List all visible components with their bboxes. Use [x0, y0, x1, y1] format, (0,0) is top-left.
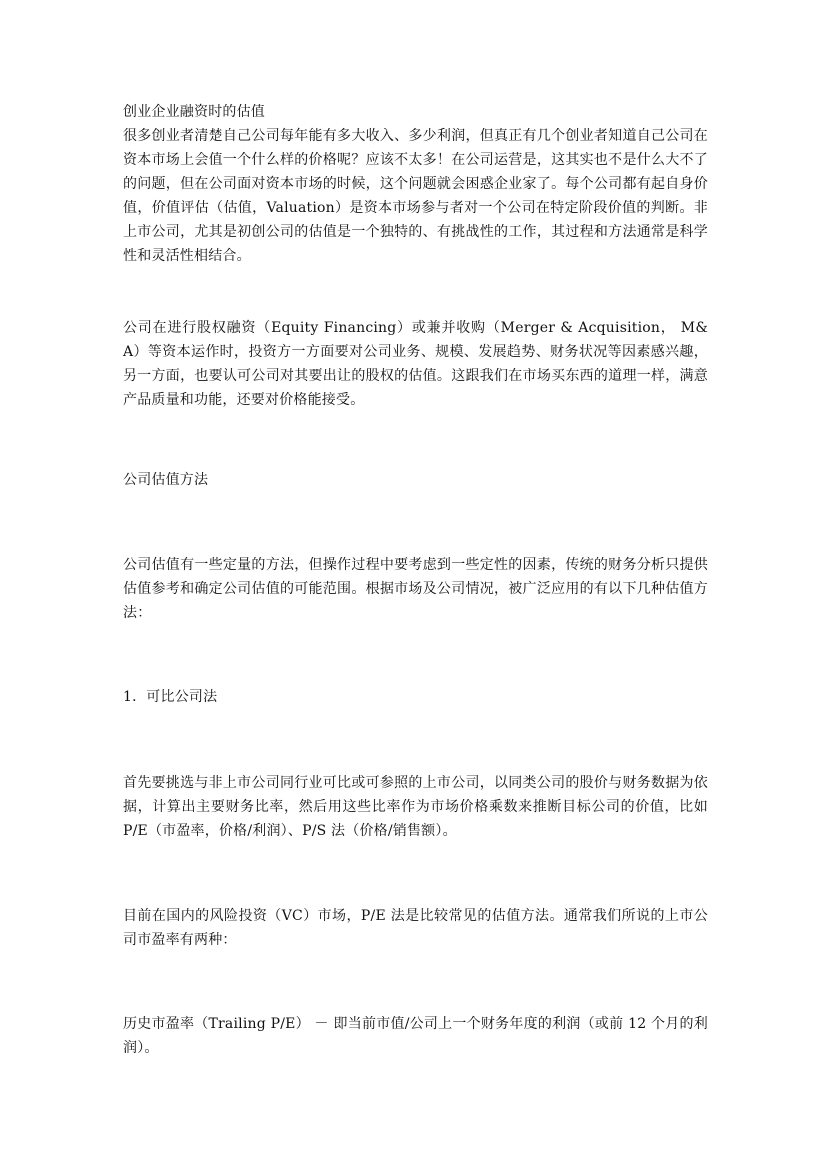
equity-financing-paragraph: 公司在进行股权融资（Equity Financing）或兼并收购（Merger & Acquisition， M&A）等资本运作时，投资方一方面要对公司业务、规模、发展趋势、财务状况等因素感兴趣，另一方面，也要认可公司对其要出让的股权的估值。这跟我们在市场买东西的道理一样，满意产品质量和功能，还要对价格能接受。 — [123, 320, 708, 408]
comparable-company-heading: 1．可比公司法 — [123, 689, 218, 705]
comparable-company-paragraph: 首先要挑选与非上市公司同行业可比或可参照的上市公司，以同类公司的股价与财务数据为依据，计算出主要财务比率，然后用这些比率作为市场价格乘数来推断目标公司的价值，比如 P/E（市盈率，价格/利润）、P/S 法（价格/销售额）。 — [123, 775, 708, 839]
vc-market-paragraph: 目前在国内的风险投资（VC）市场，P/E 法是比较常见的估值方法。通常我们所说的上市公司市盈率有两种： — [123, 908, 708, 948]
trailing-pe-paragraph: 历史市盈率（Trailing P/E） － 即当前市值/公司上一个财务年度的利润（或前 12 个月的利润）。 — [123, 1016, 708, 1056]
intro-paragraph: 很多创业者清楚自己公司每年能有多大收入、多少利润，但真正有几个创业者知道自己公司在资本市场上会值一个什么样的价格呢？应该不太多！在公司运营是，这其实也不是什么大不了的问题，但在公司面对资本市场的时候，这个问题就会困惑企业家了。每个公司都有起自身价值，价值评估（估值，Valuation）是资本市场参与者对一个公司在特定阶段价值的判断。非上市公司，尤其是初创公司的估值是一个独特的、有挑战性的工作，其过程和方法通常是科学性和灵活性相结合。 — [123, 128, 708, 264]
valuation-methods-heading: 公司估值方法 — [123, 472, 209, 488]
document-title: 创业企业融资时的估值 — [123, 104, 265, 120]
valuation-methods-intro: 公司估值有一些定量的方法，但操作过程中要考虑到一些定性的因素，传统的财务分析只提供估值参考和确定公司估值的可能范围。根据市场及公司情况，被广泛应用的有以下几种估值方法： — [123, 557, 708, 621]
